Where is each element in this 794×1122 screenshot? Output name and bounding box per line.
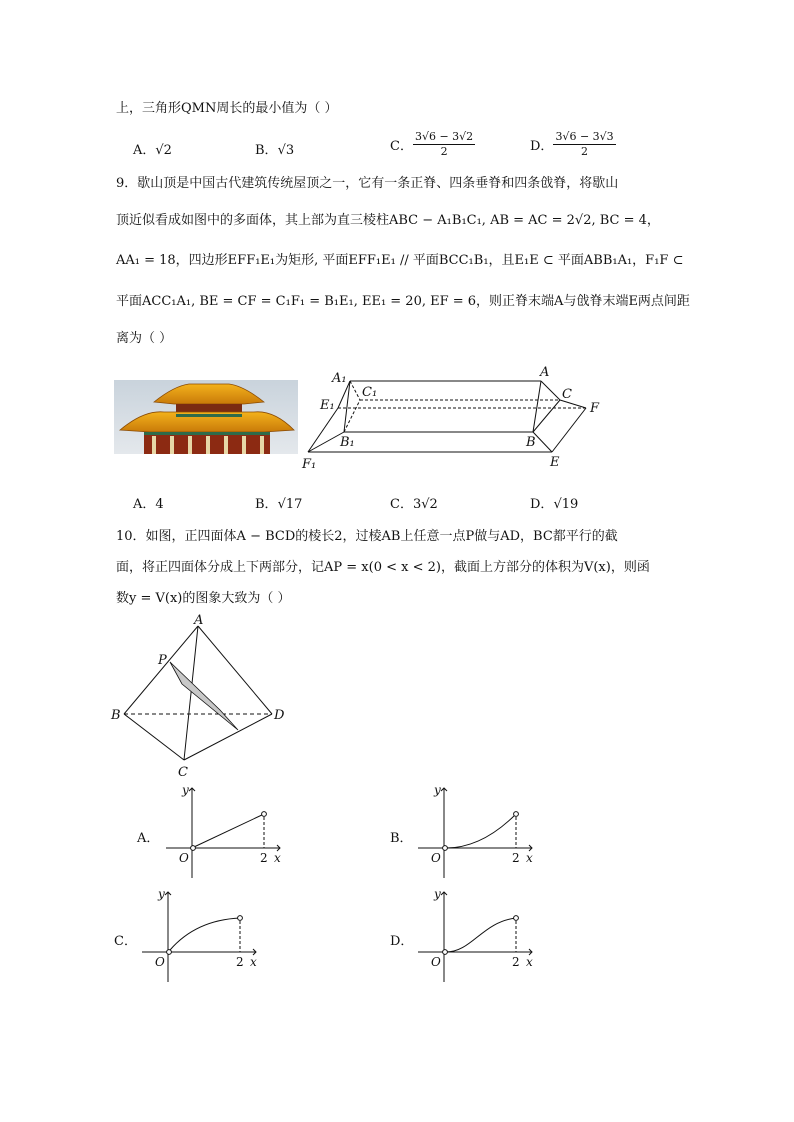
q10-option-d-graph[interactable] (412, 886, 542, 986)
q8-stem-tail: 上，三角形QMN周长的最小值为（ ） (116, 101, 338, 116)
q9-stem-line-1: 9．歇山顶是中国古代建筑传统屋顶之一，它有一条正脊、四条垂脊和四条戗脊，将歇山 (116, 176, 619, 191)
axis-label-x: x (526, 955, 533, 969)
tick-label-2: 2 (236, 955, 244, 969)
origin-label: O (179, 851, 189, 865)
tick-label-2: 2 (512, 851, 520, 865)
label-b1: B₁ (340, 435, 355, 450)
q10-option-c-label[interactable]: C． (114, 934, 137, 949)
option-label: C． (390, 139, 413, 154)
q8-option-d[interactable] (530, 130, 616, 159)
tick-label-2: 2 (260, 851, 268, 865)
label-c: C (178, 765, 188, 780)
option-value: √2 (155, 143, 172, 158)
option-label: A． (133, 143, 156, 158)
axis-label-x: x (526, 851, 533, 865)
q8-option-a[interactable] (133, 139, 172, 158)
q9-stem-line-3: AA₁ = 18，四边形EFF₁E₁为矩形, 平面EFF₁E₁ // 平面BCC₁B₁，且E₁E ⊂ 平面ABB₁A₁，F₁F ⊂ (116, 253, 684, 268)
label-b: B (111, 708, 121, 723)
option-label: B． (255, 143, 278, 158)
axis-label-y: y (182, 783, 189, 797)
q10-option-c-graph[interactable] (136, 886, 266, 986)
roof-photo (114, 380, 298, 454)
label-a: A (540, 365, 550, 380)
q10-option-b-label[interactable]: B． (390, 831, 413, 846)
origin-label: O (155, 955, 165, 969)
option-label: A． (133, 497, 156, 512)
label-d: D (274, 708, 285, 723)
label-e1: E₁ (320, 398, 335, 413)
q9-stem-line-2: 顶近似看成如图中的多面体，其上部为直三棱柱ABC − A₁B₁C₁, AB = AC = 2√2, BC = 4， (116, 213, 660, 228)
q10-option-a-graph[interactable] (160, 782, 290, 882)
q9-option-c[interactable] (390, 493, 438, 512)
label-b: B (526, 435, 536, 450)
q9-option-a[interactable] (133, 493, 164, 512)
label-c: C (562, 387, 572, 402)
option-value: √3 (277, 143, 295, 158)
fraction-denominator: 2 (440, 145, 448, 158)
q10-stem-line-3: 数y = V(x)的图象大致为（ ） (116, 591, 291, 606)
q10-stem-line-2: 面，将正四面体分成上下两部分，记AP = x(0 < x < 2)，截面上方部分的体积为V(x)，则函 (116, 560, 650, 575)
polyhedron-figure (300, 364, 610, 474)
tetrahedron-figure (108, 612, 298, 780)
option-value: √19 (553, 497, 579, 512)
option-value: √17 (277, 497, 303, 512)
option-label: D． (530, 139, 554, 154)
axis-label-y: y (434, 887, 441, 901)
option-label: D． (530, 497, 554, 512)
label-e: E (550, 455, 560, 470)
q9-stem-line-4: 平面ACC₁A₁, BE = CF = C₁F₁ = B₁E₁, EE₁ = 20, EF = 6，则正脊末端A与戗脊末端E两点间距 (116, 294, 690, 309)
fraction-numerator: 3√6 − 3√3 (555, 130, 614, 143)
q8-option-b[interactable] (255, 139, 294, 158)
q10-option-b-graph[interactable] (412, 782, 542, 882)
q9-option-d[interactable] (530, 493, 578, 512)
q10-stem-line-1: 10．如图，正四面体A − BCD的棱长2，过棱AB上任意一点P做与AD，BC都平行的截 (116, 529, 618, 544)
label-a1: A₁ (332, 371, 347, 386)
label-f: F (590, 401, 600, 416)
origin-label: O (431, 851, 441, 865)
tick-label-2: 2 (512, 955, 520, 969)
fraction-numerator: 3√6 − 3√2 (414, 130, 474, 143)
axis-label-y: y (158, 887, 165, 901)
q10-option-d-label[interactable]: D． (390, 934, 414, 949)
axis-label-y: y (434, 783, 441, 797)
axis-label-x: x (250, 955, 257, 969)
q8-option-c[interactable] (390, 130, 475, 159)
fraction-denominator: 2 (581, 145, 589, 158)
option-label: B． (255, 497, 278, 512)
axis-label-x: x (274, 851, 281, 865)
option-label: C． (390, 497, 413, 512)
label-a: A (194, 613, 204, 628)
option-value: 3√2 (412, 497, 438, 512)
option-value: 4 (155, 497, 164, 512)
origin-label: O (431, 955, 441, 969)
label-p: P (158, 653, 167, 668)
fraction (413, 130, 475, 159)
label-f1: F₁ (302, 457, 317, 472)
q9-option-b[interactable] (255, 493, 302, 512)
label-c1: C₁ (362, 385, 378, 400)
fraction (553, 130, 615, 159)
q10-option-a-label[interactable]: A． (137, 831, 160, 846)
q9-stem-line-5: 离为（ ） (116, 331, 173, 346)
